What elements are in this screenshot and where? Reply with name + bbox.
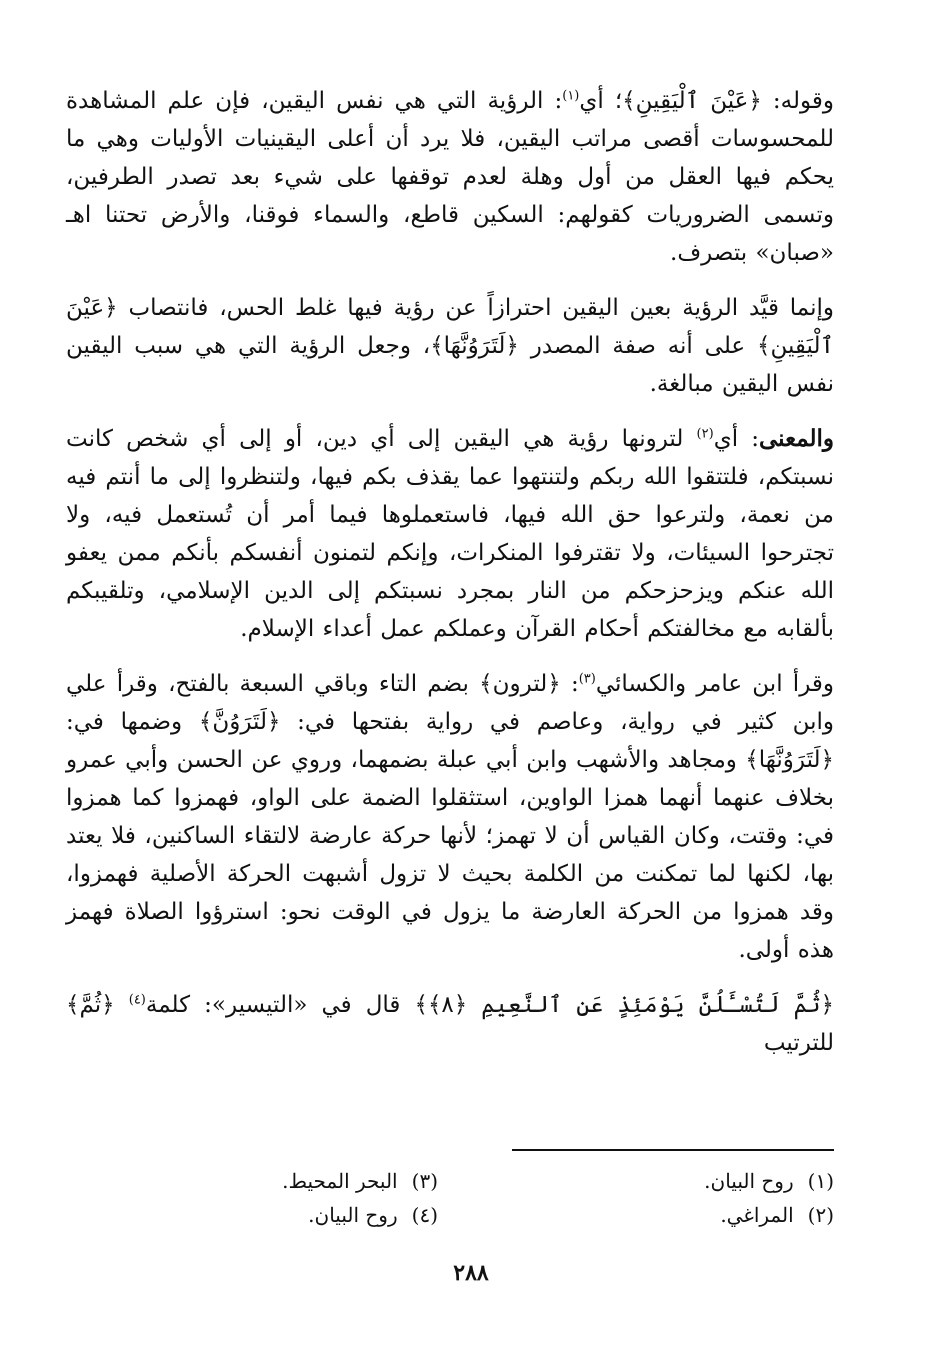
quran-quote: ﴿عَيْنَ ٱلْيَقِينِ﴾ <box>66 295 834 359</box>
footnote-number: (٤) <box>411 1203 438 1227</box>
p5-part3: للترتيب <box>763 1030 834 1056</box>
p4-part5: ومجاهد والأشهب وابن أبي عبلة بضمهما، وروي عن الحسن وأبي عمرو بخلاف عنهما أنهما همزا الواوين، استثقلوا الضمة على الواو، فهمزوا كما همزوا في: وقتت، وكان القياس أن لا تهمز؛ لأنها حركة عارضة لالتقاء الساكنين، فلا يعتد بها، لكنها لما تمكنت من الكلمة بحيث لا تزول أشبهت الحركة الأصلية فهمزوا، وقد همزوا من الحركة العارضة ما يزول في الوقت نحو: استرؤوا الصلاة فهمز هذه أولى. <box>66 747 834 963</box>
footnote-4 <box>188 1198 438 1232</box>
p4-part4: وضمها في: <box>66 709 199 735</box>
p1-rest: : الرؤية التي هي نفس اليقين، فإن علم المشاهدة للمحسوسات أقصى مراتب اليقين، فلا يرد أن أعلى اليقينيات الأوليات وهي ما يحكم فيها العقل من أول وهلة لعدم توقفها على شيء بعد تصدر الطرفين، وتسمى الضروريات كقولهم: السكين قاطع، والسماء فوقنا، والأرض تحتنا اهـ «صبان» بتصرف. <box>66 88 834 266</box>
footnote-number: (٢) <box>807 1203 834 1227</box>
footnote-ref-2: (٢) <box>696 426 714 442</box>
quran-quote: ﴿لَتَرَوُنَّهَا﴾ <box>745 747 834 773</box>
footnotes-column-left <box>188 1164 438 1232</box>
page-body <box>66 82 834 1079</box>
footnote-3 <box>188 1164 438 1198</box>
footnote-text: البحر المحيط. <box>282 1169 398 1193</box>
p1-intro: وقوله: <box>761 88 834 114</box>
p2-part1: وإنما قيَّد الرؤية بعين اليقين احترازاً عن رؤية فيها غلط الحس، فانتصاب <box>117 295 834 321</box>
quran-quote: ﴿ثُمَّ﴾ <box>66 992 115 1018</box>
paragraph-2 <box>66 289 834 403</box>
paragraph-4 <box>66 665 834 969</box>
footnote-text: المراغي. <box>720 1203 794 1227</box>
footnote-2 <box>534 1198 834 1232</box>
p3-after-label: : أي <box>713 426 759 452</box>
page-number: ٢٨٨ <box>453 1260 489 1286</box>
p3-rest: لترونها رؤية هي اليقين إلى أي دين، أو إلى أي شخص كانت نسبتكم، فلتتقوا الله ربكم ولتنتهوا عما يقذف بكم فيها، ولتنظروا إلى ما أنتم فيه من نعمة، ولترعوا حق الله فيها، فاستعملوها فيما أمر أن تُستعمل فيه، ولا تجترحوا السيئات، ولا تقترفوا المنكرات، وإنكم لتمنون أنفسكم بأنكم ممن يعفو الله عنكم ويزحزحكم من النار بمجرد نسبتكم إلى الدين الإسلامي، وتلقيبكم بألقابه مع مخالفتكم أحكام القرآن وعملكم عمل أعداء الإسلام. <box>66 426 834 642</box>
paragraph-3 <box>66 420 834 648</box>
footnote-text: روح البيان. <box>704 1169 794 1193</box>
quran-quote: ﴿عَيْنَ ٱلْيَقِينِ﴾ <box>622 88 762 114</box>
p5-part2 <box>115 992 129 1018</box>
footnotes-column-right <box>534 1164 834 1232</box>
footnote-ref-4: (٤) <box>128 992 146 1008</box>
p2-part2: على أنه صفة المصدر <box>518 333 757 359</box>
paragraph-5 <box>66 986 834 1062</box>
quran-quote: ﴿لَتَرَوُنَّهَا﴾ <box>430 333 519 359</box>
footnote-divider <box>512 1149 834 1151</box>
p4-part1: وقرأ ابن عامر والكسائي <box>595 671 834 697</box>
footnote-ref-1: (١) <box>562 88 580 104</box>
footnote-1 <box>534 1164 834 1198</box>
footnote-ref-3: (٣) <box>578 671 596 687</box>
p4-part3: بضم التاء وباقي السبعة بالفتح، وقرأ علي وابن كثير في رواية، وعاصم في رواية بفتحها في: <box>66 671 834 735</box>
p5-part1: قال في «التيسير»: كلمة <box>145 992 415 1018</box>
paragraph-1 <box>66 82 834 272</box>
quran-quote: ﴿لَتَرَوُنَّ﴾ <box>198 709 281 735</box>
quran-verse: ﴿ثُمَّ لَتُسْـَٔلُنَّ يَوْمَئِذٍ عَنِ ٱلنَّعِيمِ ﴿٨﴾﴾ <box>414 992 834 1018</box>
p2-part3: ، وجعل الرؤية التي هي سبب اليقين نفس اليقين مبالغة. <box>66 333 834 397</box>
footnote-number: (١) <box>807 1169 834 1193</box>
footnote-number: (٣) <box>411 1169 438 1193</box>
p4-part2: : <box>560 671 579 697</box>
footnote-text: روح البيان. <box>308 1203 398 1227</box>
quran-quote: ﴿لترون﴾ <box>479 671 561 697</box>
p1-after-quote: ؛ أي <box>579 88 623 114</box>
meaning-label: والمعنى <box>759 425 835 452</box>
